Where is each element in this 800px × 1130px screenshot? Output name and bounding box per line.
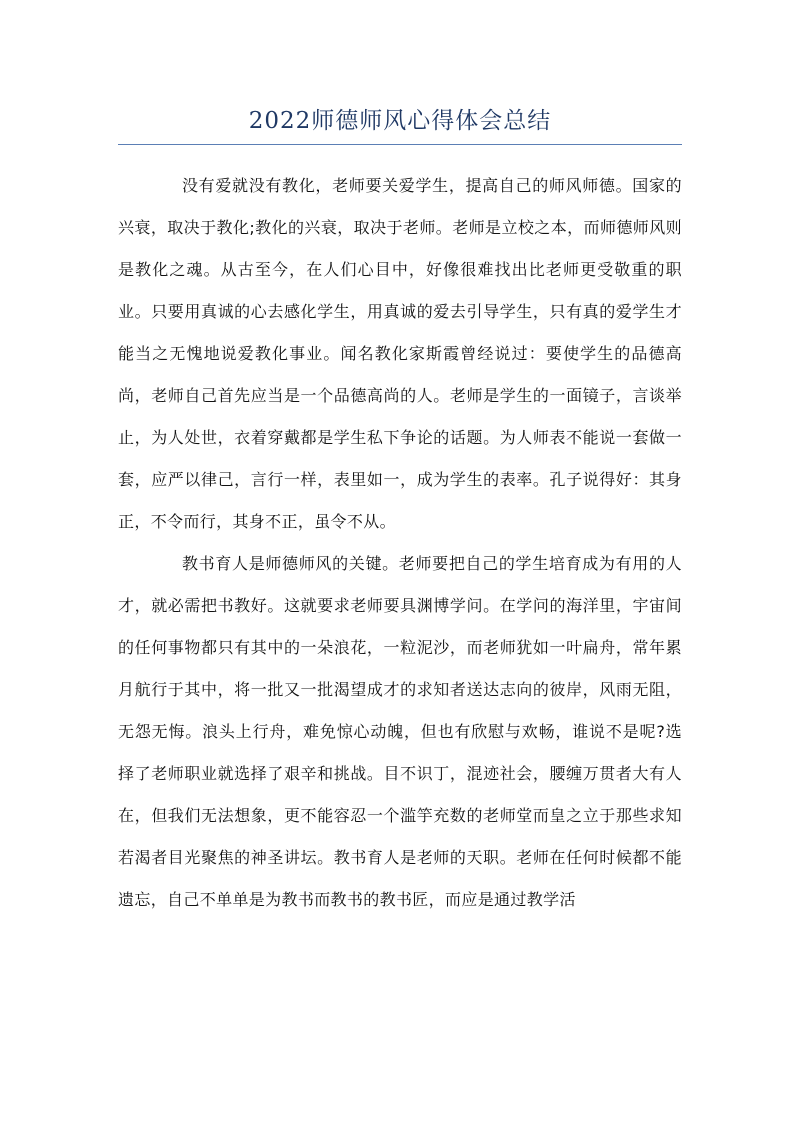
paragraph-1: 没有爱就没有教化，老师要关爱学生，提高自己的师风师德。国家的兴衰，取决于教化;教化的兴衰，取决于老师。老师是立校之本，而师德师风则是教化之魂。从古至今，在人们心目中，好像很难找出比老师更受敬重的职业。只要用真诚的心去感化学生，用真诚的爱去引导学生，只有真的爱学生才能当之无愧地说爱教化事业。闻名教化家斯霞曾经说过：要使学生的品德高尚，老师自己首先应当是一个品德高尚的人。老师是学生的一面镜子，言谈举止，为人处世，衣着穿戴都是学生私下争论的话题。为人师表不能说一套做一套，应严以律己，言行一样，表里如一，成为学生的表率。孔子说得好：其身正，不令而行，其身不正，虽令不从。 [118, 176, 682, 531]
paragraph-2: 教书育人是师德师风的关键。老师要把自己的学生培育成为有用的人才，就必需把书教好。这就要求老师要具渊博学问。在学问的海洋里，宇宙间的任何事物都只有其中的一朵浪花，一粒泥沙，而老师犹如一叶扁舟，常年累月航行于其中，将一批又一批渴望成才的求知者送达志向的彼岸，风雨无阻，无怨无悔。浪头上行舟，难免惊心动魄，但也有欣慰与欢畅，谁说不是呢?选择了老师职业就选择了艰辛和挑战。目不识丁，混迹社会，腰缠万贯者大有人在，但我们无法想象，更不能容忍一个滥竽充数的老师堂而皇之立于那些求知若渴者目光聚焦的神圣讲坛。教书育人是老师的天职。老师在任何时候都不能遗忘，自己不单单是为教书而教书的教书匠，而应是通过教学活 [118, 554, 682, 909]
title-underline [118, 144, 682, 145]
document-title: 2022师德师风心得体会总结 [248, 108, 552, 134]
document-body [118, 165, 682, 921]
